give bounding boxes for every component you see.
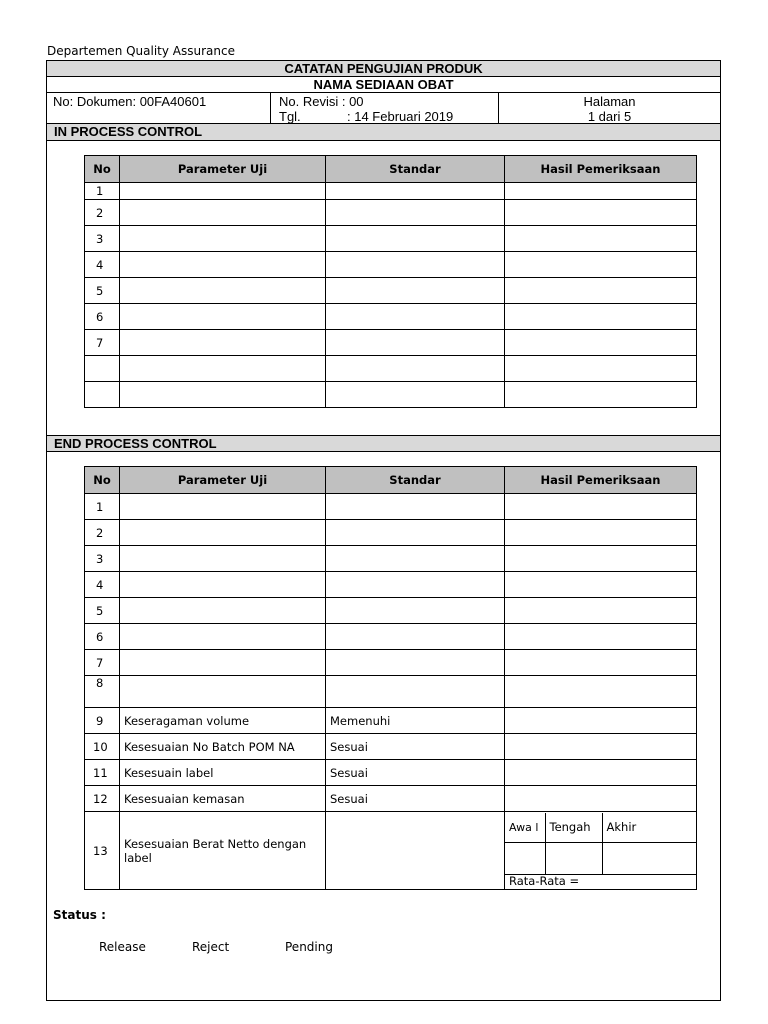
standar-cell[interactable]: [326, 382, 505, 408]
hasil-cell[interactable]: [505, 278, 697, 304]
hasil-cell[interactable]: [505, 226, 697, 252]
weight-subtable-cell: [505, 812, 697, 890]
table-row: [85, 200, 697, 226]
table-row: [85, 572, 697, 598]
status-option-release[interactable]: Release: [99, 940, 146, 954]
hasil-cell[interactable]: [505, 494, 697, 520]
form-title: CATATAN PENGUJIAN PRODUK: [47, 61, 720, 77]
epc-section-title: END PROCESS CONTROL: [47, 435, 720, 452]
hasil-cell[interactable]: [505, 650, 697, 676]
hasil-cell[interactable]: [505, 598, 697, 624]
row-no: 2: [85, 200, 120, 226]
hasil-cell[interactable]: [505, 252, 697, 278]
table-row: [85, 786, 697, 812]
row-no: 1: [85, 494, 120, 520]
parameter-cell[interactable]: [120, 624, 326, 650]
table-row-13: [85, 812, 697, 890]
form-subtitle: NAMA SEDIAAN OBAT: [47, 77, 720, 93]
table-row: [85, 650, 697, 676]
row-no: 11: [85, 760, 120, 786]
epc-table: [84, 466, 697, 890]
status-option-pending[interactable]: Pending: [285, 940, 333, 954]
row-no: 7: [85, 650, 120, 676]
row-no: 7: [85, 330, 120, 356]
table-row: [85, 330, 697, 356]
parameter-cell[interactable]: [120, 278, 326, 304]
parameter-cell[interactable]: [120, 520, 326, 546]
table-row: [85, 760, 697, 786]
row-no: 10: [85, 734, 120, 760]
row-no: 5: [85, 278, 120, 304]
standar-cell[interactable]: [326, 356, 505, 382]
standar-cell[interactable]: [326, 520, 505, 546]
standar-cell[interactable]: [326, 200, 505, 226]
rata-rata-label[interactable]: Rata-Rata =: [505, 875, 696, 889]
standar-cell[interactable]: [326, 598, 505, 624]
parameter-cell[interactable]: [120, 572, 326, 598]
col-header-hasil: Hasil Pemeriksaan: [505, 156, 697, 183]
parameter-cell: Kesesuain label: [120, 760, 326, 786]
table-row: [85, 734, 697, 760]
standar-cell[interactable]: [326, 494, 505, 520]
col-header-no: No: [85, 156, 120, 183]
hasil-cell[interactable]: [505, 546, 697, 572]
parameter-cell[interactable]: [120, 676, 326, 708]
revision-date: Tgl. : 14 Februari 2019: [279, 109, 454, 124]
row-no: 4: [85, 572, 120, 598]
standar-cell[interactable]: [326, 650, 505, 676]
weight-subtable: [505, 813, 696, 889]
parameter-cell: Keseragaman volume: [120, 708, 326, 734]
standar-cell[interactable]: [326, 812, 505, 890]
col-header-standar: Standar: [326, 156, 505, 183]
standar-cell[interactable]: [326, 624, 505, 650]
table-row: [85, 304, 697, 330]
hasil-cell[interactable]: [505, 760, 697, 786]
parameter-cell[interactable]: [120, 494, 326, 520]
standar-cell: Sesuai: [326, 734, 505, 760]
table-row: [85, 356, 697, 382]
row-no: 8: [85, 676, 120, 708]
row-no: 6: [85, 304, 120, 330]
parameter-cell[interactable]: [120, 650, 326, 676]
parameter-cell: Kesesuaian Berat Netto dengan label: [120, 812, 326, 890]
parameter-cell[interactable]: [120, 226, 326, 252]
status-option-reject[interactable]: Reject: [192, 940, 230, 954]
table-row: [85, 598, 697, 624]
parameter-cell[interactable]: [120, 356, 326, 382]
standar-cell[interactable]: [326, 252, 505, 278]
row-no: 13: [85, 812, 120, 890]
parameter-cell[interactable]: [120, 183, 326, 200]
status-label: Status :: [53, 908, 106, 922]
standar-cell[interactable]: [326, 676, 505, 708]
akhir-value[interactable]: [602, 843, 696, 875]
table-row: [85, 676, 697, 708]
hasil-cell[interactable]: [505, 200, 697, 226]
standar-cell[interactable]: [326, 572, 505, 598]
standar-cell: Sesuai: [326, 760, 505, 786]
row-no: [85, 382, 120, 408]
doc-number: No: Dokumen: 00FA40601: [47, 93, 271, 123]
standar-cell[interactable]: [326, 546, 505, 572]
row-no: 3: [85, 546, 120, 572]
epc-header-row: [85, 467, 697, 494]
table-row: [85, 708, 697, 734]
row-no: 2: [85, 520, 120, 546]
parameter-cell[interactable]: [120, 382, 326, 408]
parameter-cell[interactable]: [120, 252, 326, 278]
hasil-cell[interactable]: [505, 304, 697, 330]
hasil-cell[interactable]: [505, 183, 697, 200]
table-row: [85, 278, 697, 304]
awal-label: Awa l: [505, 813, 545, 843]
hasil-cell[interactable]: [505, 572, 697, 598]
table-row: [85, 520, 697, 546]
hasil-cell[interactable]: [505, 520, 697, 546]
table-row: [85, 183, 697, 200]
table-row: [85, 382, 697, 408]
parameter-cell[interactable]: [120, 330, 326, 356]
revision-number: No. Revisi : 00: [279, 94, 364, 109]
ipc-section-title: IN PROCESS CONTROL: [47, 124, 720, 141]
standar-cell[interactable]: [326, 330, 505, 356]
standar-cell[interactable]: [326, 278, 505, 304]
hasil-cell[interactable]: [505, 624, 697, 650]
row-no: 4: [85, 252, 120, 278]
row-no: 3: [85, 226, 120, 252]
row-no: 6: [85, 624, 120, 650]
parameter-cell: Kesesuaian No Batch POM NA: [120, 734, 326, 760]
row-no: 12: [85, 786, 120, 812]
department-label: Departemen Quality Assurance: [47, 44, 235, 58]
ipc-table: [84, 155, 697, 408]
col-header-no: No: [85, 467, 120, 494]
col-header-hasil: Hasil Pemeriksaan: [505, 467, 697, 494]
parameter-cell[interactable]: [120, 546, 326, 572]
col-header-parameter: Parameter Uji: [120, 467, 326, 494]
table-row: [85, 546, 697, 572]
hasil-cell[interactable]: [505, 786, 697, 812]
row-no: 1: [85, 183, 120, 200]
table-row: [85, 624, 697, 650]
table-row: [85, 494, 697, 520]
hasil-cell[interactable]: [505, 734, 697, 760]
parameter-cell[interactable]: [120, 200, 326, 226]
akhir-label: Akhir: [602, 813, 696, 843]
row-no: 9: [85, 708, 120, 734]
hasil-cell[interactable]: [505, 330, 697, 356]
col-header-standar: Standar: [326, 467, 505, 494]
standar-cell[interactable]: [326, 183, 505, 200]
table-row: [85, 226, 697, 252]
document-info-row: [47, 93, 720, 124]
parameter-cell[interactable]: [120, 304, 326, 330]
tengah-value[interactable]: [545, 843, 602, 875]
hasil-cell[interactable]: [505, 382, 697, 408]
hasil-cell[interactable]: [505, 356, 697, 382]
parameter-cell[interactable]: [120, 598, 326, 624]
table-row: [85, 252, 697, 278]
standar-cell[interactable]: [326, 304, 505, 330]
awal-value[interactable]: [505, 843, 545, 875]
row-no: 5: [85, 598, 120, 624]
standar-cell[interactable]: [326, 226, 505, 252]
standar-cell: Memenuhi: [326, 708, 505, 734]
hasil-cell[interactable]: [505, 676, 697, 708]
page-label: Halaman: [583, 94, 636, 109]
ipc-header-row: [85, 156, 697, 183]
page-info: [499, 93, 720, 123]
col-header-parameter: Parameter Uji: [120, 156, 326, 183]
row-no: [85, 356, 120, 382]
revision-cell: [271, 93, 499, 123]
standar-cell: Sesuai: [326, 786, 505, 812]
parameter-cell: Kesesuaian kemasan: [120, 786, 326, 812]
tengah-label: Tengah: [545, 813, 602, 843]
page-value: 1 dari 5: [587, 109, 632, 124]
hasil-cell[interactable]: [505, 708, 697, 734]
